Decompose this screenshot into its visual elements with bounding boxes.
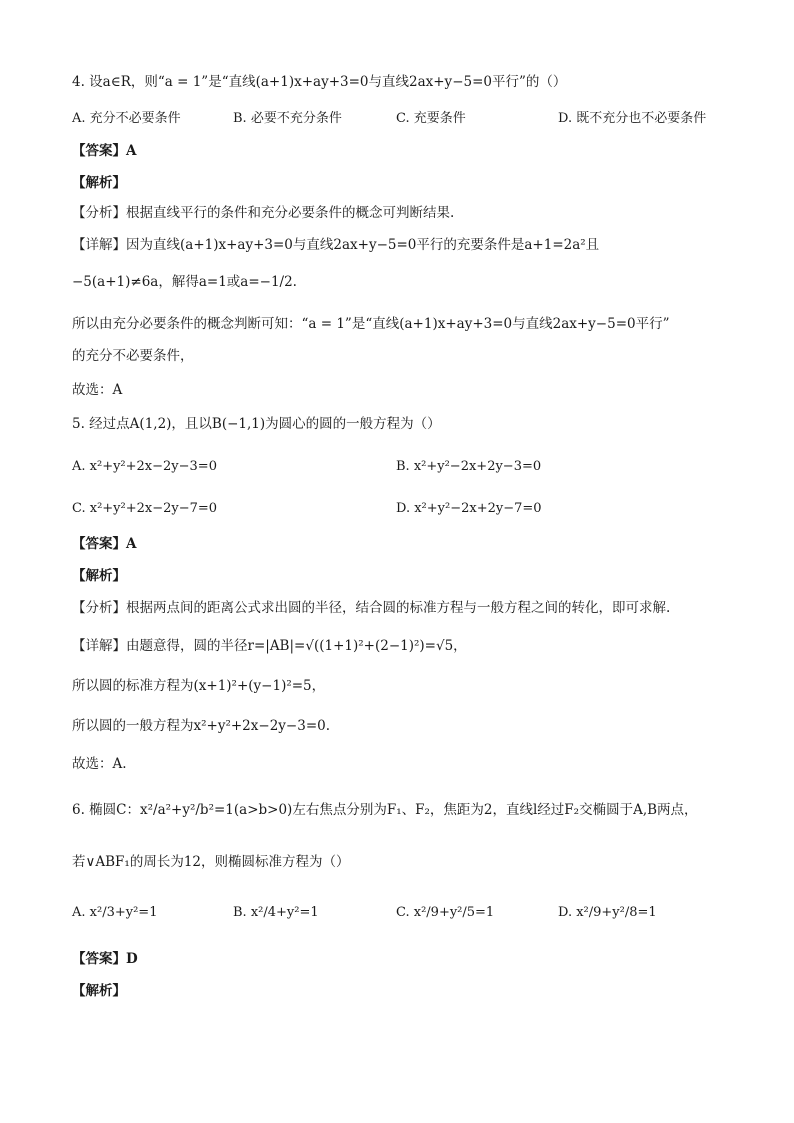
q6-option-d: D. x²/9+y²/8=1 (558, 905, 657, 920)
q5-xiangjie-2: 所以圆的标准方程为(x+1)²+(y−1)²=5， (72, 678, 326, 694)
q5-answer: 【答案】A (72, 536, 137, 552)
q4-analysis-label: 【解析】 (72, 175, 126, 191)
q4-xiangjie-2: −5(a+1)≠6a，解得a=1或a=−1/2. (72, 274, 297, 290)
q6-stem-1: 6. 椭圆C：x²/a²+y²/b²=1(a>b>0)左右焦点分别为F₁、F₂，焦距为2，直线l经过F₂交椭圆于A,B两点， (72, 802, 698, 818)
q5-xiangjie-1: 【详解】由题意得，圆的半径r=|AB|=√((1+1)²+(2−1)²)=√5， (72, 638, 467, 654)
q4-xiangjie-3: 所以由充分必要条件的概念判断可知：“a = 1”是“直线(a+1)x+ay+3=0与直线2ax+y−5=0平行” (72, 316, 670, 332)
q6-option-b: B. x²/4+y²=1 (233, 905, 319, 920)
q5-option-c: C. x²+y²+2x−2y−7=0 (72, 501, 218, 516)
q6-answer: 【答案】D (72, 951, 138, 967)
q5-fenxi: 【分析】根据两点间的距离公式求出圆的半径，结合圆的标准方程与一般方程之间的转化，即可求解. (72, 600, 671, 616)
q6-option-a: A. x²/3+y²=1 (72, 905, 158, 920)
q4-fenxi: 【分析】根据直线平行的条件和充分必要条件的概念可判断结果. (72, 205, 455, 221)
q5-stem: 5. 经过点A(1,2)，且以B(−1,1)为圆心的圆的一般方程为（） (72, 416, 441, 432)
q5-option-a: A. x²+y²+2x−2y−3=0 (72, 459, 217, 474)
q4-option-c: C. 充要条件 (396, 111, 466, 126)
q5-analysis-label: 【解析】 (72, 568, 126, 584)
q5-option-d: D. x²+y²−2x+2y−7=0 (396, 501, 542, 516)
q4-answer: 【答案】A (72, 143, 137, 159)
q5-option-b: B. x²+y²−2x+2y−3=0 (396, 459, 542, 474)
q6-option-c: C. x²/9+y²/5=1 (396, 905, 495, 920)
q4-option-d: D. 既不充分也不必要条件 (558, 111, 707, 126)
q6-stem-2: 若∨ABF₁的周长为12，则椭圆标准方程为（） (72, 854, 350, 870)
q4-stem: 4. 设a∈R，则“a = 1”是“直线(a+1)x+ay+3=0与直线2ax+y−5=0平行”的（） (72, 74, 567, 90)
q4-option-b: B. 必要不充分条件 (233, 111, 342, 126)
q5-xiangjie-3: 所以圆的一般方程为x²+y²+2x−2y−3=0. (72, 718, 331, 734)
q4-choose: 故选：A (72, 382, 123, 398)
q5-choose: 故选：A. (72, 756, 127, 772)
q4-option-a: A. 充分不必要条件 (72, 111, 181, 126)
q6-analysis-label: 【解析】 (72, 983, 126, 999)
q4-xiangjie-4: 的充分不必要条件， (72, 348, 194, 364)
q4-xiangjie-1: 【详解】因为直线(a+1)x+ay+3=0与直线2ax+y−5=0平行的充要条件是a+1=2a²且 (72, 237, 600, 253)
